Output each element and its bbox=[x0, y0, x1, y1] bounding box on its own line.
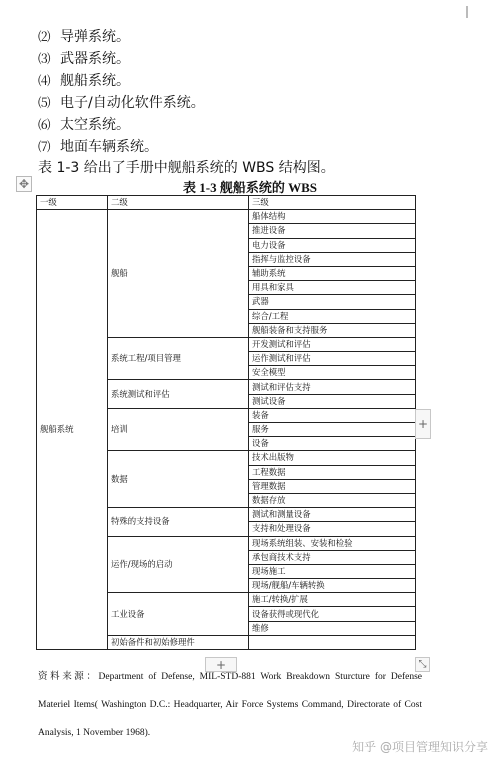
level-3-cell: 数据存放 bbox=[249, 493, 416, 507]
text-cursor bbox=[466, 6, 468, 18]
level-2-cell: 培训 bbox=[108, 408, 249, 451]
header-level-2: 二级 bbox=[108, 196, 249, 210]
wbs-table bbox=[36, 195, 416, 650]
level-3-cell: 安全模型 bbox=[249, 366, 416, 380]
level-2-cell: 初始备件和初始修理件 bbox=[108, 635, 249, 649]
level-3-cell: 设备 bbox=[249, 437, 416, 451]
list-item: ⑷ 舰船系统。 bbox=[38, 73, 130, 89]
level-1-cell: 舰船系统 bbox=[37, 210, 108, 650]
level-3-cell: 测试设备 bbox=[249, 394, 416, 408]
source-note: 资料来源：Department of Defense, MIL-STD-881 Work Breakdown Sturcture for Defense Materiel Items( Washington D.C.: Headquarter, Air Force Systems Command, Directorate of Cost Analysis, 1 November 1968). bbox=[38, 672, 422, 738]
table-caption: 表 1-3 舰船系统的 WBS bbox=[183, 180, 317, 195]
list-item: ⑵ 导弹系统。 bbox=[38, 29, 130, 45]
level-3-cell bbox=[249, 635, 416, 649]
level-2-cell: 数据 bbox=[108, 451, 249, 508]
level-3-cell: 工程数据 bbox=[249, 465, 416, 479]
level-3-cell: 支持和处理设备 bbox=[249, 522, 416, 536]
level-3-cell: 用具和家具 bbox=[249, 281, 416, 295]
level-2-cell: 系统测试和评估 bbox=[108, 380, 249, 408]
level-3-cell: 运作测试和评估 bbox=[249, 352, 416, 366]
level-3-cell: 装备 bbox=[249, 408, 416, 422]
list-item: ⑸ 电子/自动化软件系统。 bbox=[38, 95, 205, 111]
level-3-cell: 辅助系统 bbox=[249, 266, 416, 280]
level-3-cell: 武器 bbox=[249, 295, 416, 309]
add-column-button[interactable]: + bbox=[415, 409, 431, 439]
level-3-cell: 现场施工 bbox=[249, 564, 416, 578]
level-3-cell: 维修 bbox=[249, 621, 416, 635]
header-level-3: 三级 bbox=[249, 196, 416, 210]
level-3-cell: 管理数据 bbox=[249, 479, 416, 493]
level-3-cell: 开发测试和评估 bbox=[249, 337, 416, 351]
level-3-cell: 船体结构 bbox=[249, 210, 416, 224]
level-3-cell: 现场/舰船/车辆转换 bbox=[249, 579, 416, 593]
list-item: ⑺ 地面车辆系统。 bbox=[38, 139, 158, 155]
table-header-row bbox=[37, 196, 416, 210]
level-2-cell: 工业设备 bbox=[108, 593, 249, 636]
level-3-cell: 测试和测量设备 bbox=[249, 508, 416, 522]
header-level-1: 一级 bbox=[37, 196, 108, 210]
watermark: 知乎 @项目管理知识分享 bbox=[352, 740, 488, 754]
level-3-cell: 现场系统组装、安装和检验 bbox=[249, 536, 416, 550]
level-3-cell: 综合/工程 bbox=[249, 309, 416, 323]
level-3-cell: 测试和评估支持 bbox=[249, 380, 416, 394]
add-row-button[interactable]: + bbox=[205, 657, 237, 672]
level-2-cell: 运作/现场的启动 bbox=[108, 536, 249, 593]
table-row bbox=[37, 210, 416, 224]
level-3-cell: 施工/转换/扩展 bbox=[249, 593, 416, 607]
table-move-handle-icon[interactable]: ✥ bbox=[16, 176, 32, 192]
level-3-cell: 推进设备 bbox=[249, 224, 416, 238]
system-list bbox=[38, 26, 335, 179]
level-2-cell: 舰船 bbox=[108, 210, 249, 338]
level-2-cell: 特殊的支持设备 bbox=[108, 508, 249, 536]
level-3-cell: 技术出版物 bbox=[249, 451, 416, 465]
level-3-cell: 承包商技术支持 bbox=[249, 550, 416, 564]
level-2-cell: 系统工程/项目管理 bbox=[108, 337, 249, 380]
level-3-cell: 舰船装备和支持服务 bbox=[249, 323, 416, 337]
level-3-cell: 指挥与监控设备 bbox=[249, 252, 416, 266]
table-resize-handle-icon[interactable]: ⤡ bbox=[415, 657, 430, 672]
level-3-cell: 服务 bbox=[249, 423, 416, 437]
list-item: ⑹ 太空系统。 bbox=[38, 117, 130, 133]
intro-sentence: 表 1-3 给出了手册中舰船系统的 WBS 结构图。 bbox=[38, 160, 335, 176]
level-3-cell: 设备获得或现代化 bbox=[249, 607, 416, 621]
level-3-cell: 电力设备 bbox=[249, 238, 416, 252]
list-item: ⑶ 武器系统。 bbox=[38, 51, 130, 67]
